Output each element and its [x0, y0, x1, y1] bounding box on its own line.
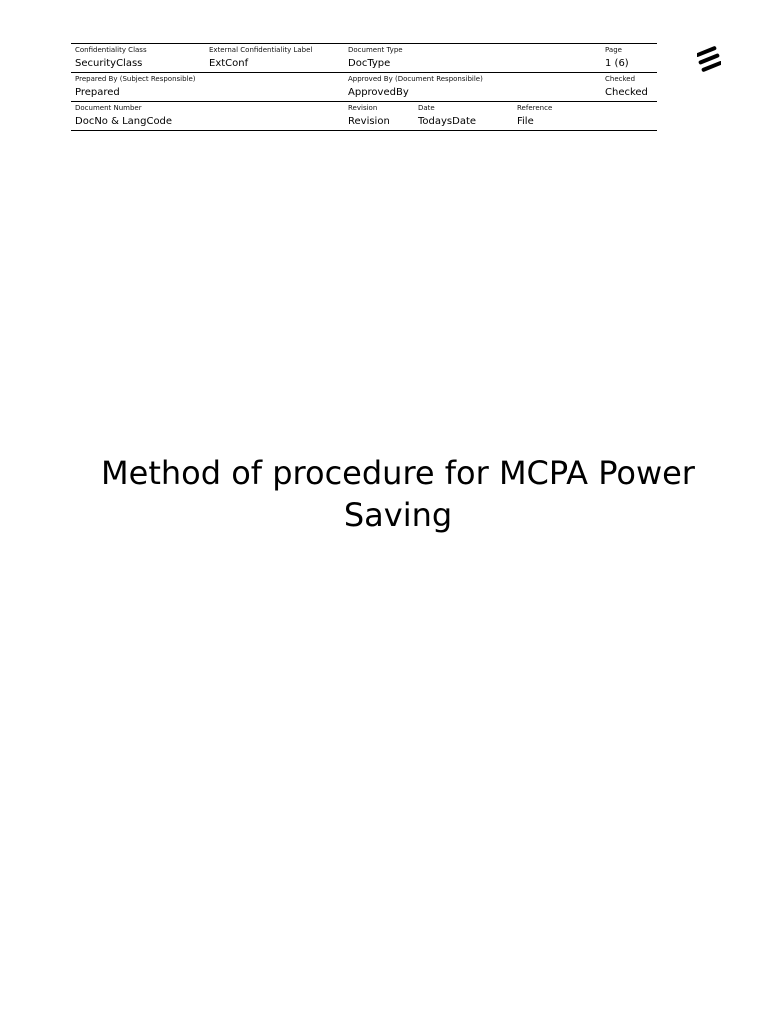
page-label: Page: [605, 46, 622, 54]
reference-cell: [513, 102, 657, 130]
external-label-cell: [205, 44, 344, 72]
checked-cell: [601, 73, 657, 101]
header-row-classification: [71, 43, 657, 72]
confidentiality-class-label: Confidentiality Class: [75, 46, 147, 54]
page-value: 1 (6): [605, 58, 629, 69]
date-label: Date: [418, 104, 435, 112]
page-cell: [601, 44, 657, 72]
document-number-cell: [71, 102, 344, 130]
header-row-responsibility: [71, 72, 657, 101]
checked-label: Checked: [605, 75, 636, 83]
document-type-value: DocType: [348, 58, 391, 69]
company-logo-icon: [697, 46, 721, 72]
confidentiality-class-value: SecurityClass: [75, 58, 143, 69]
checked-value: Checked: [605, 87, 648, 98]
revision-label: Revision: [348, 104, 378, 112]
confidentiality-class-cell: [71, 44, 205, 72]
date-value: TodaysDate: [418, 116, 477, 127]
approved-by-cell: [344, 73, 601, 101]
reference-value: File: [517, 116, 534, 127]
external-label-value: ExtConf: [209, 58, 249, 69]
document-header-table: [71, 43, 657, 131]
prepared-by-cell: [71, 73, 344, 101]
document-type-cell: [344, 44, 601, 72]
header-row-document-number: [71, 101, 657, 131]
document-type-label: Document Type: [348, 46, 403, 54]
prepared-by-value: Prepared: [75, 87, 120, 98]
revision-value: Revision: [348, 116, 390, 127]
document-number-label: Document Number: [75, 104, 142, 112]
approved-by-label: Approved By (Document Responsibile): [348, 75, 483, 83]
reference-label: Reference: [517, 104, 553, 112]
external-label-label: External Confidentiality Label: [209, 46, 313, 54]
revision-cell: [344, 102, 414, 130]
prepared-by-label: Prepared By (Subject Responsible): [75, 75, 196, 83]
document-title: Method of procedure for MCPA Power Saving: [101, 454, 695, 534]
approved-by-value: ApprovedBy: [348, 87, 409, 98]
document-number-value: DocNo & LangCode: [75, 116, 173, 127]
date-cell: [414, 102, 513, 130]
